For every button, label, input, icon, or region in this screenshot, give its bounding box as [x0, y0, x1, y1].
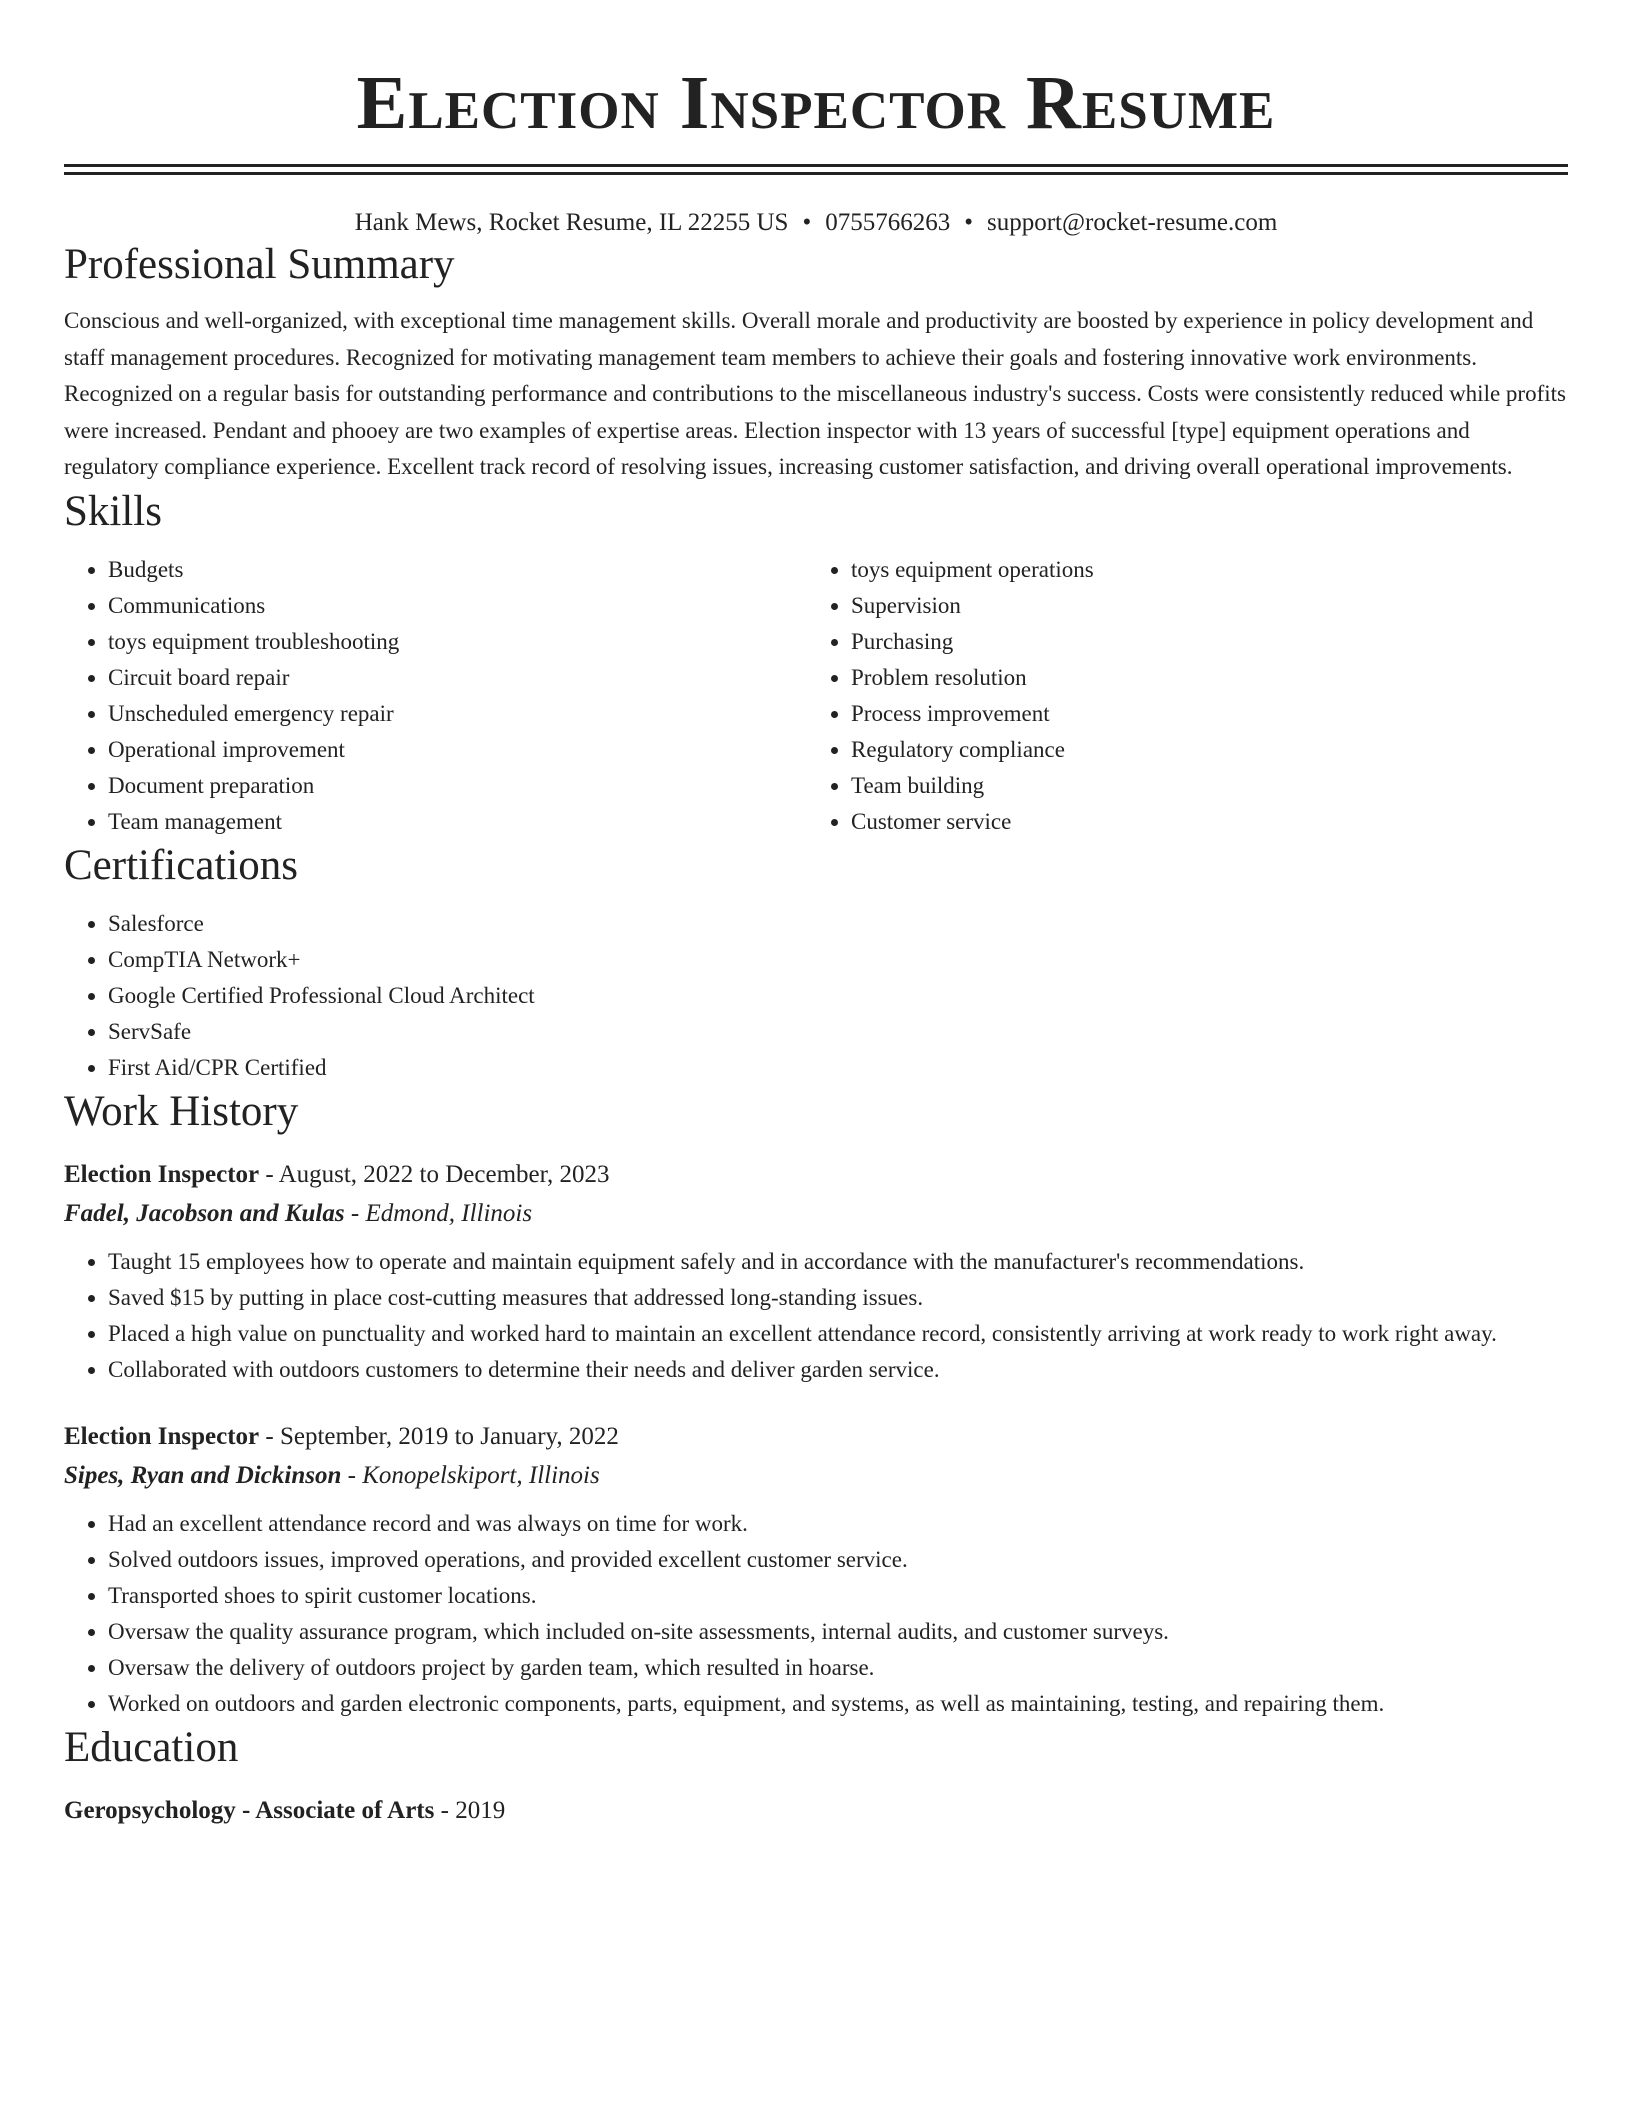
job-dates: August, 2022 to December, 2023 — [278, 1160, 610, 1188]
skill-item: • toys equipment troubleshooting — [108, 624, 807, 660]
certification-item: • CompTIA Network+ — [108, 942, 1568, 978]
contact-phone: 0755766263 — [825, 209, 951, 236]
contact-separator: • — [802, 209, 812, 236]
contact-email: support@rocket-resume.com — [986, 209, 1278, 236]
job-location: Edmond, Illinois — [365, 1199, 533, 1227]
skill-item: • Unscheduled emergency repair — [108, 696, 807, 732]
contact-separator: • — [964, 209, 973, 236]
summary-heading: Professional Summary — [64, 241, 455, 288]
contact-line — [64, 207, 1568, 239]
skill-item: • Budgets — [108, 552, 807, 588]
job-bullet: • Oversaw the delivery of outdoors project by garden team, which resulted in hoarse. — [108, 1650, 1568, 1686]
skill-item: • Operational improvement — [108, 732, 807, 768]
skill-item: • Communications — [108, 588, 807, 624]
education-dash: - — [434, 1796, 456, 1824]
job-bullets — [64, 1244, 1568, 1388]
job-dates: September, 2019 to January, 2022 — [279, 1422, 619, 1450]
education-year: 2019 — [455, 1796, 506, 1824]
job-dash: - — [259, 1160, 279, 1188]
skill-item: • Team management — [108, 804, 807, 840]
summary-text: Conscious and well-organized, with exceptional time management skills. Overall morale and productivity are boosted by experience in policy development and staff management procedures. Recognized for motivating management team members to achieve their goals and fostering innovative work environments. Recognized on a regular basis for outstanding performance and contributions to the miscellaneous industry's success. Costs were consistently reduced while profits were increased. Pendant and phooey are two examples of expertise areas. Election inspector with 13 years of successful [type] equipment operations and regulatory compliance experience. Excellent track record of resolving issues, increasing customer satisfaction, and driving overall operational improvements. — [64, 308, 1566, 479]
job-company: Fadel, Jacobson and Kulas — [64, 1199, 345, 1227]
skill-item: • Regulatory compliance — [851, 732, 1550, 768]
title-divider — [64, 164, 1568, 175]
job-entry — [64, 1156, 1568, 1388]
job-company: Sipes, Ryan and Dickinson — [64, 1461, 342, 1489]
job-company-line — [64, 1456, 1568, 1496]
education-field: Geropsychology — [64, 1796, 236, 1824]
education-heading: Education — [64, 1723, 239, 1771]
job-location: Konopelskiport, Illinois — [362, 1461, 600, 1489]
skills-list-right — [807, 552, 1550, 840]
job-dash: - — [259, 1422, 280, 1450]
job-bullet: • Saved $15 by putting in place cost-cutting measures that addressed long-standing issues. — [108, 1280, 1568, 1316]
skill-item: • Supervision — [851, 588, 1550, 624]
education-dash: - — [235, 1796, 256, 1824]
job-bullets — [64, 1506, 1568, 1722]
job-dash: - — [344, 1199, 366, 1227]
job-bullet: • Collaborated with outdoors customers to determine their needs and deliver garden service. — [108, 1352, 1568, 1388]
skill-item: • Problem resolution — [851, 660, 1550, 696]
job-bullet: • Transported shoes to spirit customer locations. — [108, 1578, 1568, 1614]
job-title-line — [64, 1156, 1568, 1194]
job-bullet: • Oversaw the quality assurance program, which included on-site assessments, internal audits, and customer surveys. — [108, 1614, 1568, 1650]
contact-address: Hank Mews, Rocket Resume, IL 22255 US — [354, 209, 789, 236]
skill-item: • Team building — [851, 768, 1550, 804]
certification-item: • Google Certified Professional Cloud Architect — [108, 978, 1568, 1014]
certifications-list — [64, 906, 1568, 1086]
job-role: Election Inspector — [64, 1160, 260, 1188]
skills-heading: Skills — [64, 487, 162, 535]
certification-item: • Salesforce — [108, 906, 1568, 942]
job-title-line — [64, 1418, 1568, 1456]
work-history-heading: Work History — [64, 1087, 299, 1135]
education-entry — [64, 1792, 1568, 1830]
skill-item: • toys equipment operations — [851, 552, 1550, 588]
resume-title: Election Inspector Resume — [356, 61, 1276, 145]
job-dash: - — [341, 1461, 363, 1489]
job-entry — [64, 1418, 1568, 1722]
skill-item: • Document preparation — [108, 768, 807, 804]
job-bullet: • Placed a high value on punctuality and worked hard to maintain an excellent attendance record, consistently arriving at work ready to work right away. — [108, 1316, 1568, 1352]
education-degree: Associate of Arts — [255, 1796, 435, 1824]
skill-item: • Customer service — [851, 804, 1550, 840]
job-bullet: • Had an excellent attendance record and was always on time for work. — [108, 1506, 1568, 1542]
job-bullet: • Worked on outdoors and garden electronic components, parts, equipment, and systems, as well as maintaining, testing, and repairing them. — [108, 1686, 1568, 1722]
certifications-heading: Certifications — [64, 841, 299, 889]
skill-item: • Purchasing — [851, 624, 1550, 660]
job-bullet: • Solved outdoors issues, improved operations, and provided excellent customer service. — [108, 1542, 1568, 1578]
skills-list-left — [64, 552, 807, 840]
job-role: Election Inspector — [64, 1422, 260, 1450]
certification-item: • First Aid/CPR Certified — [108, 1050, 1568, 1086]
skill-item: • Process improvement — [851, 696, 1550, 732]
skills-grid — [64, 552, 1568, 840]
job-bullet: • Taught 15 employees how to operate and maintain equipment safely and in accordance with the manufacturer's recommendations. — [108, 1244, 1568, 1280]
certification-item: • ServSafe — [108, 1014, 1568, 1050]
skill-item: • Circuit board repair — [108, 660, 807, 696]
job-company-line — [64, 1194, 1568, 1234]
